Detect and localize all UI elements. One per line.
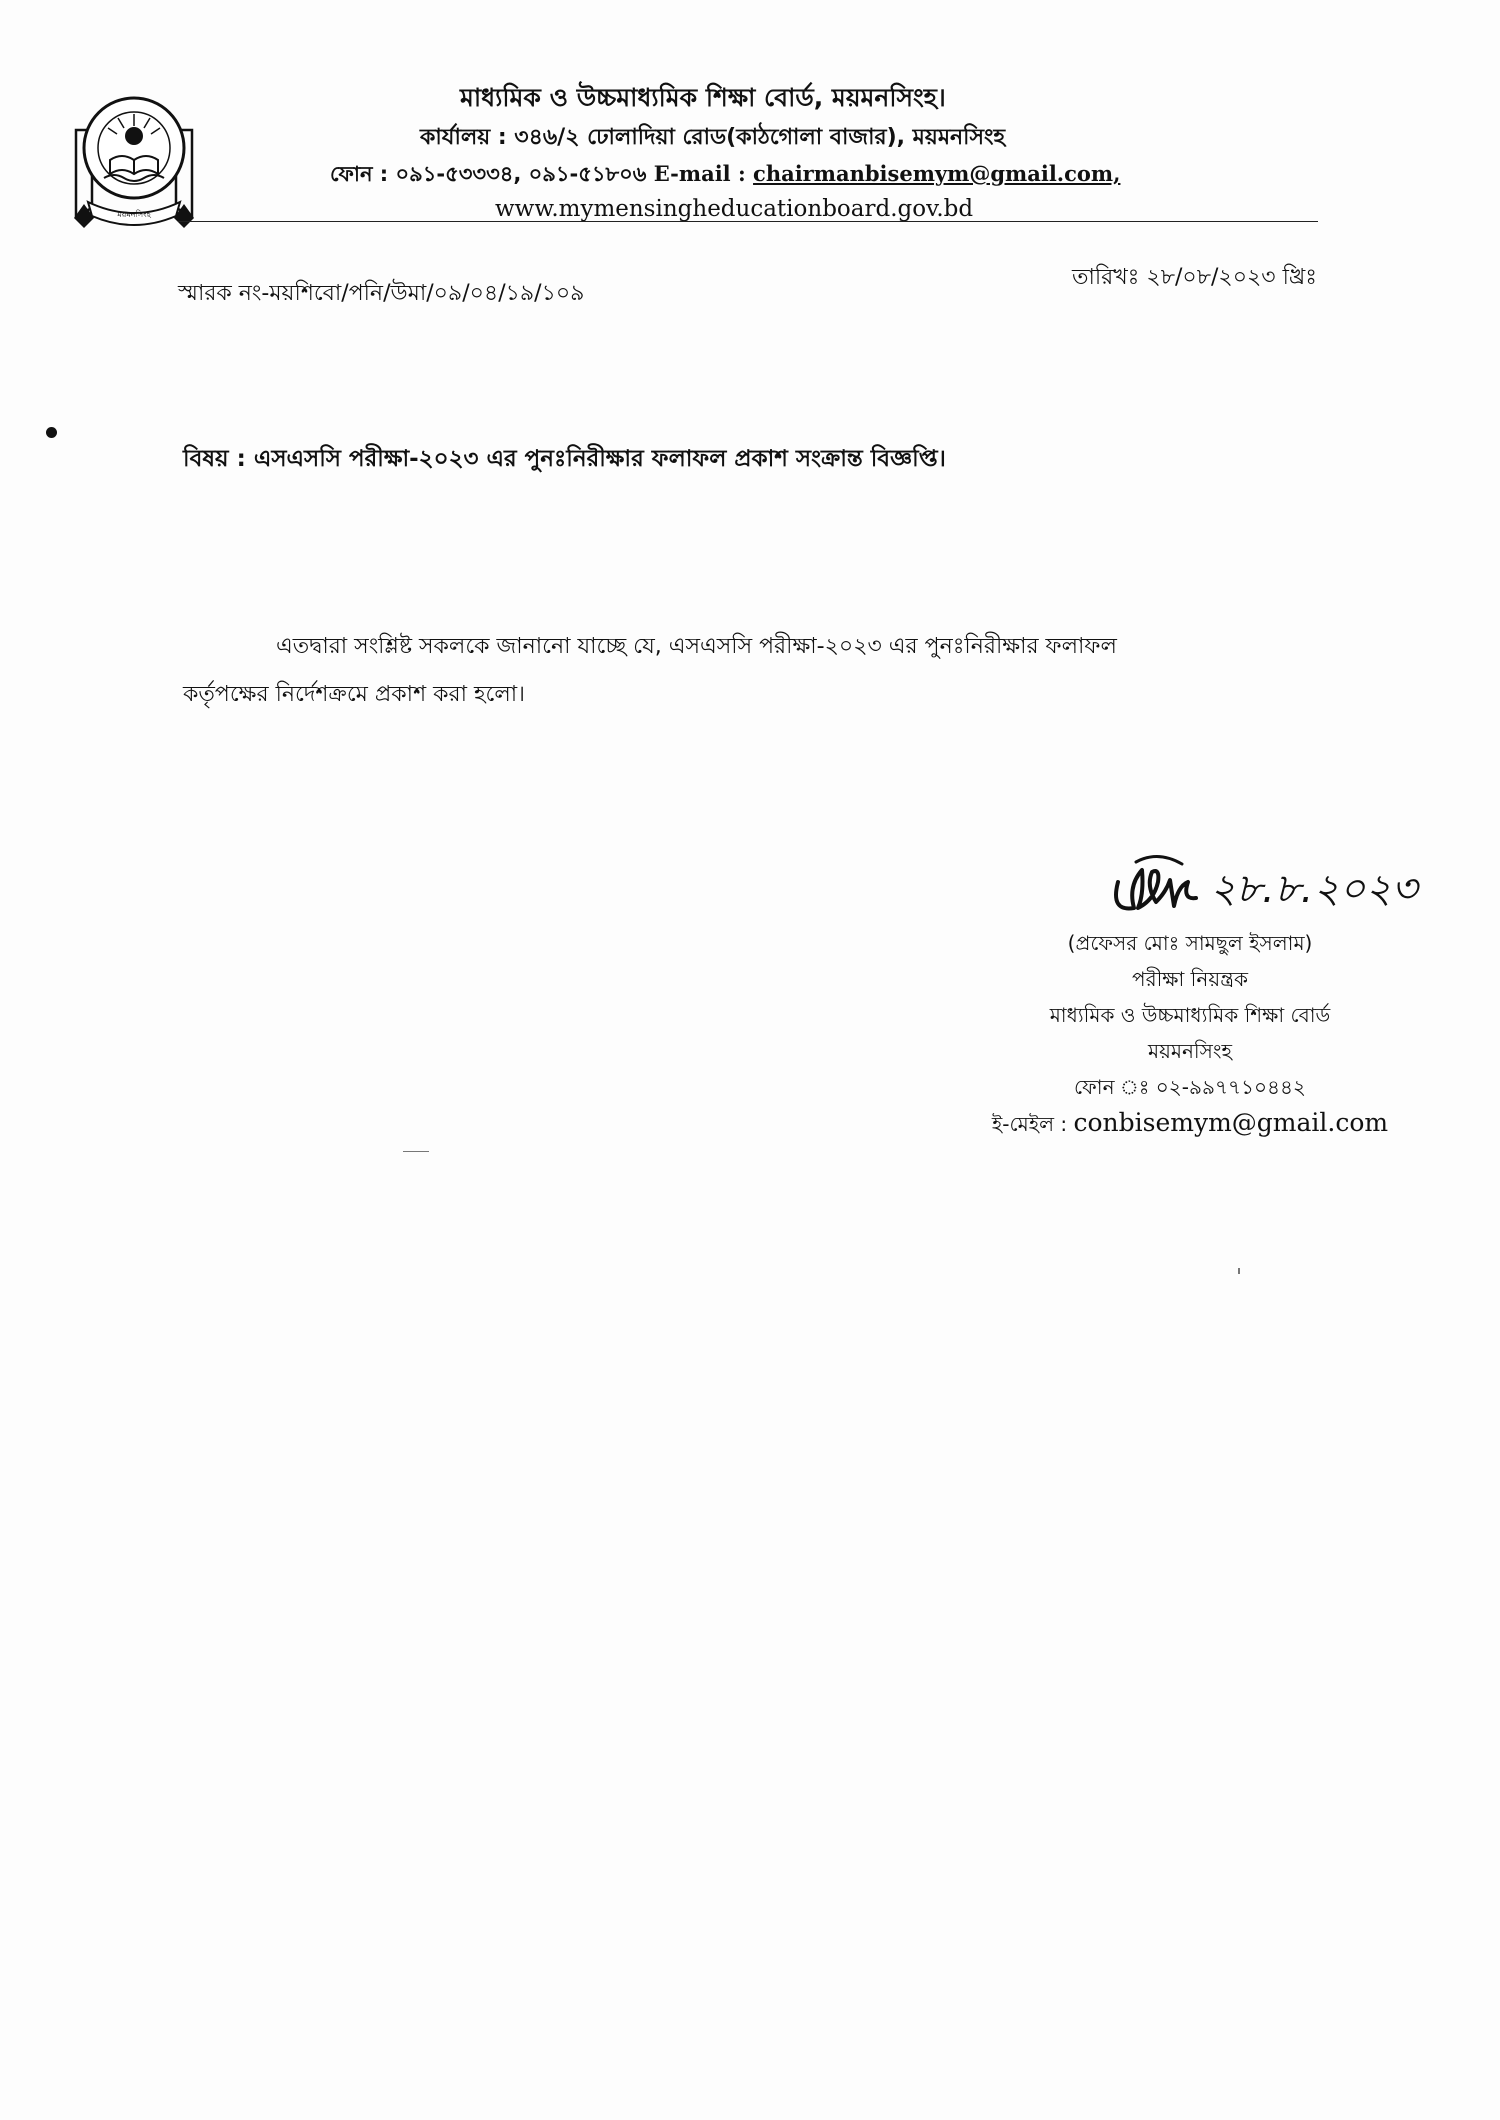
notice-date: তারিখঃ ২৮/০৮/২০২৩ খ্রিঃ [1071, 265, 1317, 290]
letterhead-divider [178, 221, 1318, 222]
scan-speck [1238, 1268, 1240, 1274]
letterhead-title: মাধ্যমিক ও উচ্চমাধ্যমিক শিক্ষা বোর্ড, ময়মনসিংহ। [460, 83, 946, 112]
body-paragraph-line-2: কর্তৃপক্ষের নির্দেশক্রমে প্রকাশ করা হলো। [183, 682, 525, 707]
signatory-name: (প্রফেসর মোঃ সামছুল ইসলাম) [1067, 931, 1313, 955]
memo-number: স্মারক নং-ময়শিবো/পনি/উমা/০৯/০৪/১৯/১০৯ [178, 281, 585, 306]
letterhead-office-address: কার্যালয় : ৩৪৬/২ ঢোলাদিয়া রোড(কাঠগোলা বাজার), ময়মনসিংহ [420, 125, 1006, 150]
signatory-email-link[interactable]: conbisemym@gmail.com [1073, 1108, 1389, 1137]
signatory-designation: পরীক্ষা নিয়ন্ত্রক [1132, 967, 1248, 991]
punch-mark [46, 427, 57, 438]
letterhead-website-link[interactable]: www.mymensingheducationboard.gov.bd [495, 196, 974, 222]
letterhead-contact [330, 158, 1120, 193]
letterhead-phone: ফোন : ০৯১-৫৩৩৩৪, ০৯১-৫১৮০৬ [330, 162, 647, 186]
letterhead-email-label: E-mail : [653, 161, 746, 186]
signature-date: ২৮.৮.২০২৩ [1210, 866, 1418, 912]
scan-speck [403, 1151, 429, 1152]
board-seal-logo [70, 78, 198, 230]
signatory-phone: ফোন ঃ ০২-৯৯৭৭১০৪৪২ [1074, 1075, 1306, 1099]
svg-text:ময়মনসিংহ: ময়মনসিংহ [117, 210, 151, 219]
letterhead-email-link[interactable]: chairmanbisemym@gmail.com, [753, 161, 1121, 186]
body-paragraph-line-1: এতদ্বারা সংশ্লিষ্ট সকলকে জানানো যাচ্ছে যে, এসএসসি পরীক্ষা-২০২৩ এর পুনঃনিরীক্ষার ফলাফল [276, 634, 1117, 659]
notice-subject: বিষয় : এসএসসি পরীক্ষা-২০২৩ এর পুনঃনিরীক্ষার ফলাফল প্রকাশ সংক্রান্ত বিজ্ঞপ্তি। [183, 446, 946, 472]
signatory-email-line [960, 1105, 1420, 1142]
signatory-block [960, 925, 1420, 1142]
signatory-city: ময়মনসিংহ [1148, 1039, 1232, 1063]
handwritten-signature [1098, 842, 1438, 922]
signatory-organization: মাধ্যমিক ও উচ্চমাধ্যমিক শিক্ষা বোর্ড [1049, 1003, 1331, 1027]
signatory-email-label: ই-মেইল : [991, 1112, 1068, 1136]
